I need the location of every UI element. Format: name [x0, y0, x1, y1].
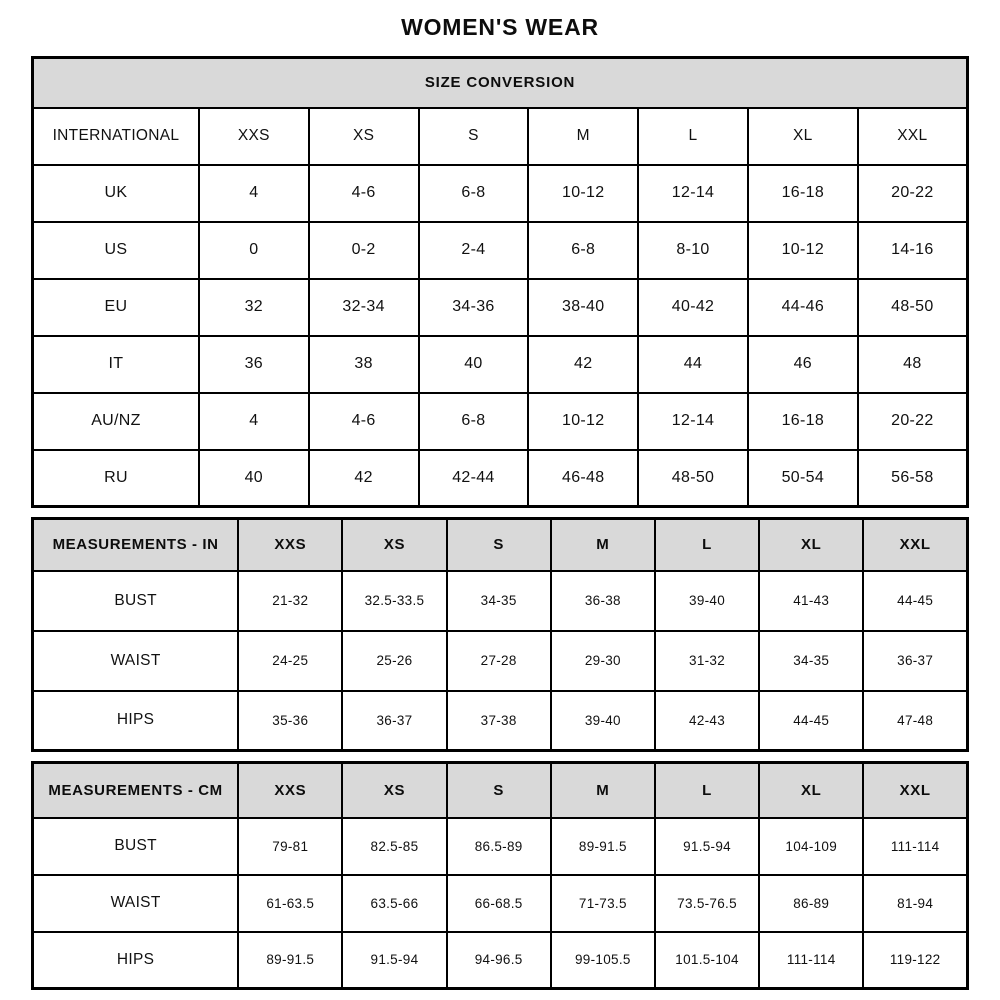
- size-conversion-uk-s: 6-8: [419, 165, 529, 222]
- size-conversion-it-s: 40: [419, 336, 529, 393]
- size-conversion-label-us: US: [33, 222, 199, 279]
- measurements-in-columns-row: [33, 519, 968, 571]
- size-conversion-uk-xl: 16-18: [748, 165, 858, 222]
- measurements-in-col-xxs: XXS: [238, 519, 342, 571]
- size-conversion-header-row: [33, 58, 968, 108]
- size-conversion-it-xxl: 48: [858, 336, 968, 393]
- measurements-in-waist-xxs: 24-25: [238, 631, 342, 691]
- size-conversion-label-ru: RU: [33, 450, 199, 507]
- size-conversion-eu-xl: 44-46: [748, 279, 858, 336]
- size-conversion-eu-s: 34-36: [419, 279, 529, 336]
- size-conversion-it-xl: 46: [748, 336, 858, 393]
- measurements-in-row-hips: [33, 691, 968, 751]
- measurements-in-hips-xxs: 35-36: [238, 691, 342, 751]
- size-conversion-us-xxl: 14-16: [858, 222, 968, 279]
- size-conversion-uk-xxs: 4: [199, 165, 309, 222]
- measurements-in-bust-xxs: 21-32: [238, 571, 342, 631]
- measurements-cm-hips-s: 94-96.5: [447, 932, 551, 989]
- measurements-in-waist-xs: 25-26: [342, 631, 446, 691]
- measurements-cm-columns-row: [33, 763, 968, 818]
- measurements-in-label-bust: BUST: [33, 571, 239, 631]
- measurements-in-bust-xs: 32.5-33.5: [342, 571, 446, 631]
- size-conversion-us-m: 6-8: [528, 222, 638, 279]
- size-conversion-table: [31, 56, 969, 508]
- measurements-cm-waist-xxl: 81-94: [863, 875, 967, 932]
- size-conversion-col-xs: XS: [309, 108, 419, 165]
- measurements-cm-row-bust: [33, 818, 968, 875]
- measurements-cm-col-m: M: [551, 763, 655, 818]
- measurements-cm-label-bust: BUST: [33, 818, 239, 875]
- measurements-in-hips-xxl: 47-48: [863, 691, 967, 751]
- size-conversion-it-l: 44: [638, 336, 748, 393]
- measurements-in-col-xs: XS: [342, 519, 446, 571]
- measurements-in-waist-s: 27-28: [447, 631, 551, 691]
- size-conversion-au-nz-s: 6-8: [419, 393, 529, 450]
- size-conversion-uk-l: 12-14: [638, 165, 748, 222]
- size-conversion-au-nz-l: 12-14: [638, 393, 748, 450]
- size-conversion-col-international: INTERNATIONAL: [33, 108, 199, 165]
- measurements-in-col-xl: XL: [759, 519, 863, 571]
- size-conversion-ru-xxl: 56-58: [858, 450, 968, 507]
- measurements-cm-col-l: L: [655, 763, 759, 818]
- measurements-cm-col-xxl: XXL: [863, 763, 967, 818]
- size-conversion-row-au-nz: [33, 393, 968, 450]
- size-conversion-ru-m: 46-48: [528, 450, 638, 507]
- measurements-cm-hips-xl: 111-114: [759, 932, 863, 989]
- measurements-cm-hips-xs: 91.5-94: [342, 932, 446, 989]
- size-conversion-ru-xl: 50-54: [748, 450, 858, 507]
- measurements-cm-col-xxs: XXS: [238, 763, 342, 818]
- size-conversion-au-nz-xl: 16-18: [748, 393, 858, 450]
- measurements-cm-hips-xxl: 119-122: [863, 932, 967, 989]
- size-conversion-ru-s: 42-44: [419, 450, 529, 507]
- measurements-cm-row-hips: [33, 932, 968, 989]
- size-conversion-eu-xxs: 32: [199, 279, 309, 336]
- size-conversion-col-xxs: XXS: [199, 108, 309, 165]
- size-conversion-uk-m: 10-12: [528, 165, 638, 222]
- size-conversion-row-uk: [33, 165, 968, 222]
- measurements-cm-col-xs: XS: [342, 763, 446, 818]
- measurements-cm-col-measurements-cm: MEASUREMENTS - CM: [33, 763, 239, 818]
- measurements-cm-bust-m: 89-91.5: [551, 818, 655, 875]
- size-conversion-au-nz-xs: 4-6: [309, 393, 419, 450]
- measurements-cm-hips-l: 101.5-104: [655, 932, 759, 989]
- size-conversion-uk-xxl: 20-22: [858, 165, 968, 222]
- measurements-in-label-hips: HIPS: [33, 691, 239, 751]
- measurements-cm-row-waist: [33, 875, 968, 932]
- measurements-in-row-bust: [33, 571, 968, 631]
- size-conversion-ru-xs: 42: [309, 450, 419, 507]
- measurements-cm-label-waist: WAIST: [33, 875, 239, 932]
- measurements-cm-waist-l: 73.5-76.5: [655, 875, 759, 932]
- measurements-cm-label-hips: HIPS: [33, 932, 239, 989]
- size-conversion-row-eu: [33, 279, 968, 336]
- measurements-cm-bust-xs: 82.5-85: [342, 818, 446, 875]
- measurements-in-bust-s: 34-35: [447, 571, 551, 631]
- size-conversion-eu-m: 38-40: [528, 279, 638, 336]
- page-title: WOMEN'S WEAR: [401, 14, 599, 40]
- measurements-in-bust-m: 36-38: [551, 571, 655, 631]
- measurements-cm-bust-xxl: 111-114: [863, 818, 967, 875]
- size-conversion-row-ru: [33, 450, 968, 507]
- measurements-cm-bust-l: 91.5-94: [655, 818, 759, 875]
- measurements-in-label-waist: WAIST: [33, 631, 239, 691]
- measurements-cm-bust-xxs: 79-81: [238, 818, 342, 875]
- measurements-in-col-s: S: [447, 519, 551, 571]
- measurements-in-col-measurements-in: MEASUREMENTS - IN: [33, 519, 239, 571]
- measurements-in-bust-xxl: 44-45: [863, 571, 967, 631]
- size-conversion-uk-xs: 4-6: [309, 165, 419, 222]
- size-conversion-it-xxs: 36: [199, 336, 309, 393]
- size-conversion-col-m: M: [528, 108, 638, 165]
- size-conversion-au-nz-xxs: 4: [199, 393, 309, 450]
- measurements-in-bust-xl: 41-43: [759, 571, 863, 631]
- measurements-cm-col-xl: XL: [759, 763, 863, 818]
- measurements-in-waist-xl: 34-35: [759, 631, 863, 691]
- size-conversion-us-xl: 10-12: [748, 222, 858, 279]
- size-conversion-it-m: 42: [528, 336, 638, 393]
- measurements-in-hips-l: 42-43: [655, 691, 759, 751]
- size-conversion-it-xs: 38: [309, 336, 419, 393]
- size-conversion-columns-row: [33, 108, 968, 165]
- measurements-in-col-l: L: [655, 519, 759, 571]
- measurements-in-col-xxl: XXL: [863, 519, 967, 571]
- measurements-cm-waist-xl: 86-89: [759, 875, 863, 932]
- measurements-cm-hips-xxs: 89-91.5: [238, 932, 342, 989]
- size-conversion-col-xl: XL: [748, 108, 858, 165]
- measurements-in-hips-xl: 44-45: [759, 691, 863, 751]
- size-conversion-label-eu: EU: [33, 279, 199, 336]
- measurements-in-bust-l: 39-40: [655, 571, 759, 631]
- measurements-cm-col-s: S: [447, 763, 551, 818]
- size-conversion-col-xxl: XXL: [858, 108, 968, 165]
- measurements-cm-waist-xs: 63.5-66: [342, 875, 446, 932]
- size-conversion-eu-xxl: 48-50: [858, 279, 968, 336]
- size-conversion-us-s: 2-4: [419, 222, 529, 279]
- measurements-in-table: [31, 517, 969, 752]
- measurements-in-hips-s: 37-38: [447, 691, 551, 751]
- size-conversion-label-uk: UK: [33, 165, 199, 222]
- measurements-cm-hips-m: 99-105.5: [551, 932, 655, 989]
- measurements-cm-waist-s: 66-68.5: [447, 875, 551, 932]
- measurements-in-hips-xs: 36-37: [342, 691, 446, 751]
- measurements-in-waist-m: 29-30: [551, 631, 655, 691]
- size-conversion-label-it: IT: [33, 336, 199, 393]
- measurements-cm-table: [31, 761, 969, 990]
- size-conversion-label-au-nz: AU/NZ: [33, 393, 199, 450]
- size-conversion-col-l: L: [638, 108, 748, 165]
- measurements-cm-waist-xxs: 61-63.5: [238, 875, 342, 932]
- measurements-cm-waist-m: 71-73.5: [551, 875, 655, 932]
- measurements-in-waist-xxl: 36-37: [863, 631, 967, 691]
- size-conversion-col-s: S: [419, 108, 529, 165]
- size-conversion-ru-xxs: 40: [199, 450, 309, 507]
- measurements-cm-bust-s: 86.5-89: [447, 818, 551, 875]
- size-conversion-au-nz-m: 10-12: [528, 393, 638, 450]
- size-conversion-ru-l: 48-50: [638, 450, 748, 507]
- measurements-in-waist-l: 31-32: [655, 631, 759, 691]
- size-conversion-eu-l: 40-42: [638, 279, 748, 336]
- size-conversion-eu-xs: 32-34: [309, 279, 419, 336]
- size-conversion-us-xxs: 0: [199, 222, 309, 279]
- size-conversion-us-xs: 0-2: [309, 222, 419, 279]
- measurements-in-row-waist: [33, 631, 968, 691]
- size-conversion-row-us: [33, 222, 968, 279]
- measurements-in-hips-m: 39-40: [551, 691, 655, 751]
- measurements-in-col-m: M: [551, 519, 655, 571]
- size-conversion-header: SIZE CONVERSION: [33, 58, 968, 108]
- size-conversion-row-it: [33, 336, 968, 393]
- size-conversion-au-nz-xxl: 20-22: [858, 393, 968, 450]
- measurements-cm-bust-xl: 104-109: [759, 818, 863, 875]
- size-conversion-us-l: 8-10: [638, 222, 748, 279]
